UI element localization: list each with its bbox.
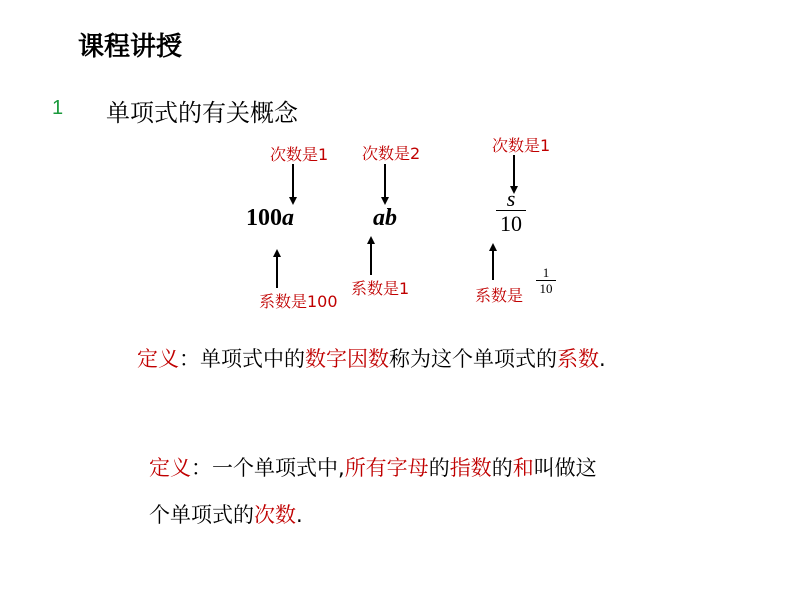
- page-title: 课程讲授: [78, 32, 183, 62]
- definition-coefficient: 定义：单项式中的数字因数称为这个单项式的系数.: [137, 347, 606, 371]
- coef-label-3: 系数是: [475, 286, 524, 305]
- section-number: 1: [52, 97, 64, 119]
- definition-degree-line1: 定义：一个单项式中,所有字母的指数的和叫做这: [149, 456, 597, 480]
- monomial-s-over-10: s 10: [496, 188, 526, 237]
- monomial-100a: 100a: [246, 205, 294, 231]
- degree-label-1: 次数是1: [270, 145, 329, 164]
- coef-label-1: 系数是100: [259, 292, 338, 311]
- coef-label-2: 系数是1: [351, 279, 410, 298]
- coef-fraction: 1 10: [536, 266, 556, 296]
- monomial-ab: ab: [373, 205, 397, 231]
- definition-degree-line2: 个单项式的次数.: [149, 503, 303, 527]
- section-title: 单项式的有关概念: [106, 99, 298, 127]
- degree-label-3: 次数是1: [492, 136, 551, 155]
- degree-label-2: 次数是2: [362, 144, 421, 163]
